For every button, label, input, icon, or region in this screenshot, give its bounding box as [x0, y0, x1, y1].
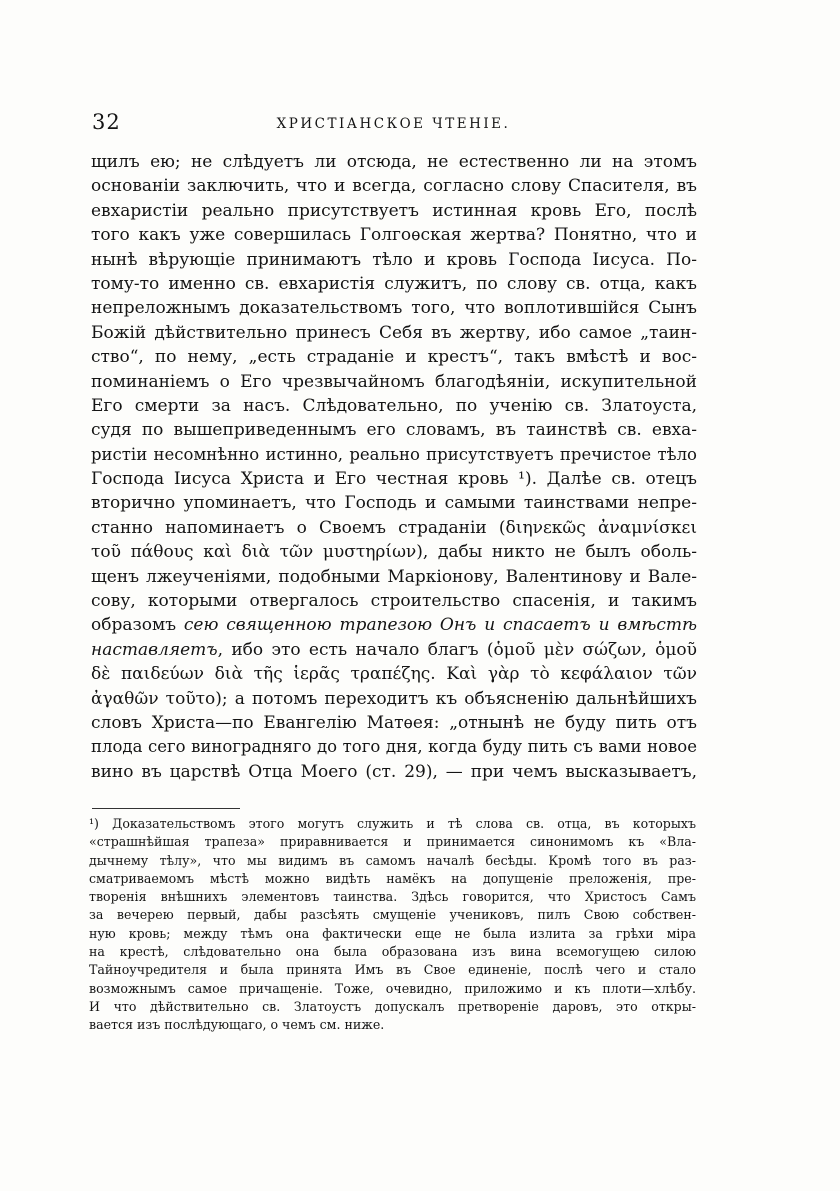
footnote-line: «страшнѣйшая трапеза» приравнивается и принимается синонимомъ къ «Вла-: [89, 834, 696, 850]
footnote-line: дычнему тѣлу», что мы видимъ въ самомъ началѣ бесѣды. Кромѣ того въ раз-: [89, 852, 696, 868]
text-line: образомъ сею священною трапезою Онъ и спасаетъ и вмѣстѣ: [91, 615, 698, 636]
text-line: ἀγαθῶν τοῦτο); а потомъ переходитъ къ объясненію дальнѣйшихъ: [91, 688, 697, 709]
text-line: τοῦ πάθους καὶ διὰ τῶν μυστηρίων), дабы никто не былъ оболь-: [91, 542, 697, 563]
text-line: Его смерти за насъ. Слѣдовательно, по ученію св. Златоуста,: [91, 395, 697, 416]
footnote-line: вается изъ послѣдующаго, о чемъ см. ниже.: [89, 1017, 385, 1033]
running-title: ХРИСТІАНСКОЕ ЧТЕНІЕ.: [276, 116, 511, 132]
text-line: нынѣ вѣрующіе принимаютъ тѣло и кровь Господа Іисуса. По-: [91, 249, 697, 270]
text-line: евхаристіи реально присутствуетъ истинная кровь Его, послѣ: [91, 200, 697, 221]
text-line: словъ Христа—по Евангелію Матѳея: „отнынѣ не буду пить отъ: [91, 712, 697, 733]
text-line: плода сего виноградняго до того дня, когда буду пить съ вами новое: [91, 737, 697, 757]
text-line: δὲ παιδεύων διὰ τῆς ἱερᾶς τραπέζης. Καὶ γὰρ τὸ κεφάλαιον τῶν: [91, 664, 697, 685]
footnote-line: Тайноучредителя и была принята Имъ въ Свое единеніе, послѣ чего и стало: [89, 962, 696, 978]
text-line: вторично упоминаетъ, что Господь и самыми таинствами непре-: [91, 493, 697, 514]
text-line: ристіи несомнѣнно истинно, реально присутствуетъ пречистое тѣло: [91, 444, 697, 464]
text-line: судя по вышеприведеннымъ его словамъ, въ таинствѣ св. евха-: [91, 420, 697, 441]
page-number: 32: [92, 110, 121, 134]
footnote-line: И что дѣйствительно св. Златоустъ допускалъ претвореніе даровъ, это откры-: [89, 998, 696, 1014]
body-text: [91, 150, 697, 784]
text-line: щенъ лжеученіями, подобными Маркіонову, Валентинову и Вале-: [91, 566, 697, 587]
footnote-line: возможнымъ самое причащеніе. Тоже, очевидно, приложимо и къ плоти—хлѣбу.: [89, 980, 696, 996]
text-line: ство“, по нему, „есть страданіе и крестъ“, такъ вмѣстѣ и вос-: [91, 347, 697, 368]
text-line: тому-то именно св. евхаристія служитъ, по слову св. отца, какъ: [91, 273, 697, 294]
text-line: станно напоминаетъ о Своемъ страданіи (διηνεκῶς ἀναμνίσκει: [91, 517, 697, 538]
footnote-line: сматриваемомъ мѣстѣ можно видѣть намёкъ на допущеніе преложенія, пре-: [89, 870, 696, 886]
text-line: вино въ царствѣ Отца Моего (ст. 29), — при чемъ высказываетъ,: [91, 761, 697, 782]
text-line: Господа Іисуса Христа и Его честная кровь ¹). Далѣе св. отецъ: [91, 469, 697, 490]
footnote-line: за вечерею первый, дабы разсѣять смущеніе учениковъ, пилъ Свою собствен-: [89, 907, 696, 923]
footnote-line: на крестѣ, слѣдовательно она была образована изъ вина всемогущею силою: [89, 944, 696, 960]
page-header: [92, 110, 695, 140]
footnote-line: творенія внѣшнихъ элементовъ таинства. Здѣсь говорится, что Христосъ Самъ: [89, 889, 696, 905]
text-line: наставляетъ, ибо это есть начало благъ (ὁμοῦ μὲν σώζων, ὁμοῦ: [91, 639, 697, 660]
text-line: основаніи заключить, что и всегда, согласно слову Спасителя, въ: [91, 176, 697, 197]
text-line: того какъ уже совершилась Голгоѳская жертва? Понятно, что и: [91, 225, 697, 246]
footnote-line: ную кровь; между тѣмъ она фактически еще не была излита за грѣхи міра: [89, 925, 696, 941]
footnote-line: ¹) Доказательствомъ этого могутъ служить и тѣ слова св. отца, въ которыхъ: [89, 816, 696, 831]
text-line: щилъ ею; не слѣдуетъ ли отсюда, не естественно ли на этомъ: [91, 152, 697, 172]
text-line: поминаніемъ о Его чрезвычайномъ благодѣяніи, искупительной: [91, 371, 697, 392]
footnote-divider: [92, 808, 240, 809]
footnote: [89, 815, 696, 1035]
text-line: сову, которыми отвергалось строительство спасенія, и такимъ: [91, 591, 697, 612]
text-line: непреложнымъ доказательствомъ того, что воплотившійся Сынъ: [91, 298, 697, 319]
text-line: Божій дѣйствительно принесъ Себя въ жертву, ибо самое „таин-: [91, 322, 697, 343]
